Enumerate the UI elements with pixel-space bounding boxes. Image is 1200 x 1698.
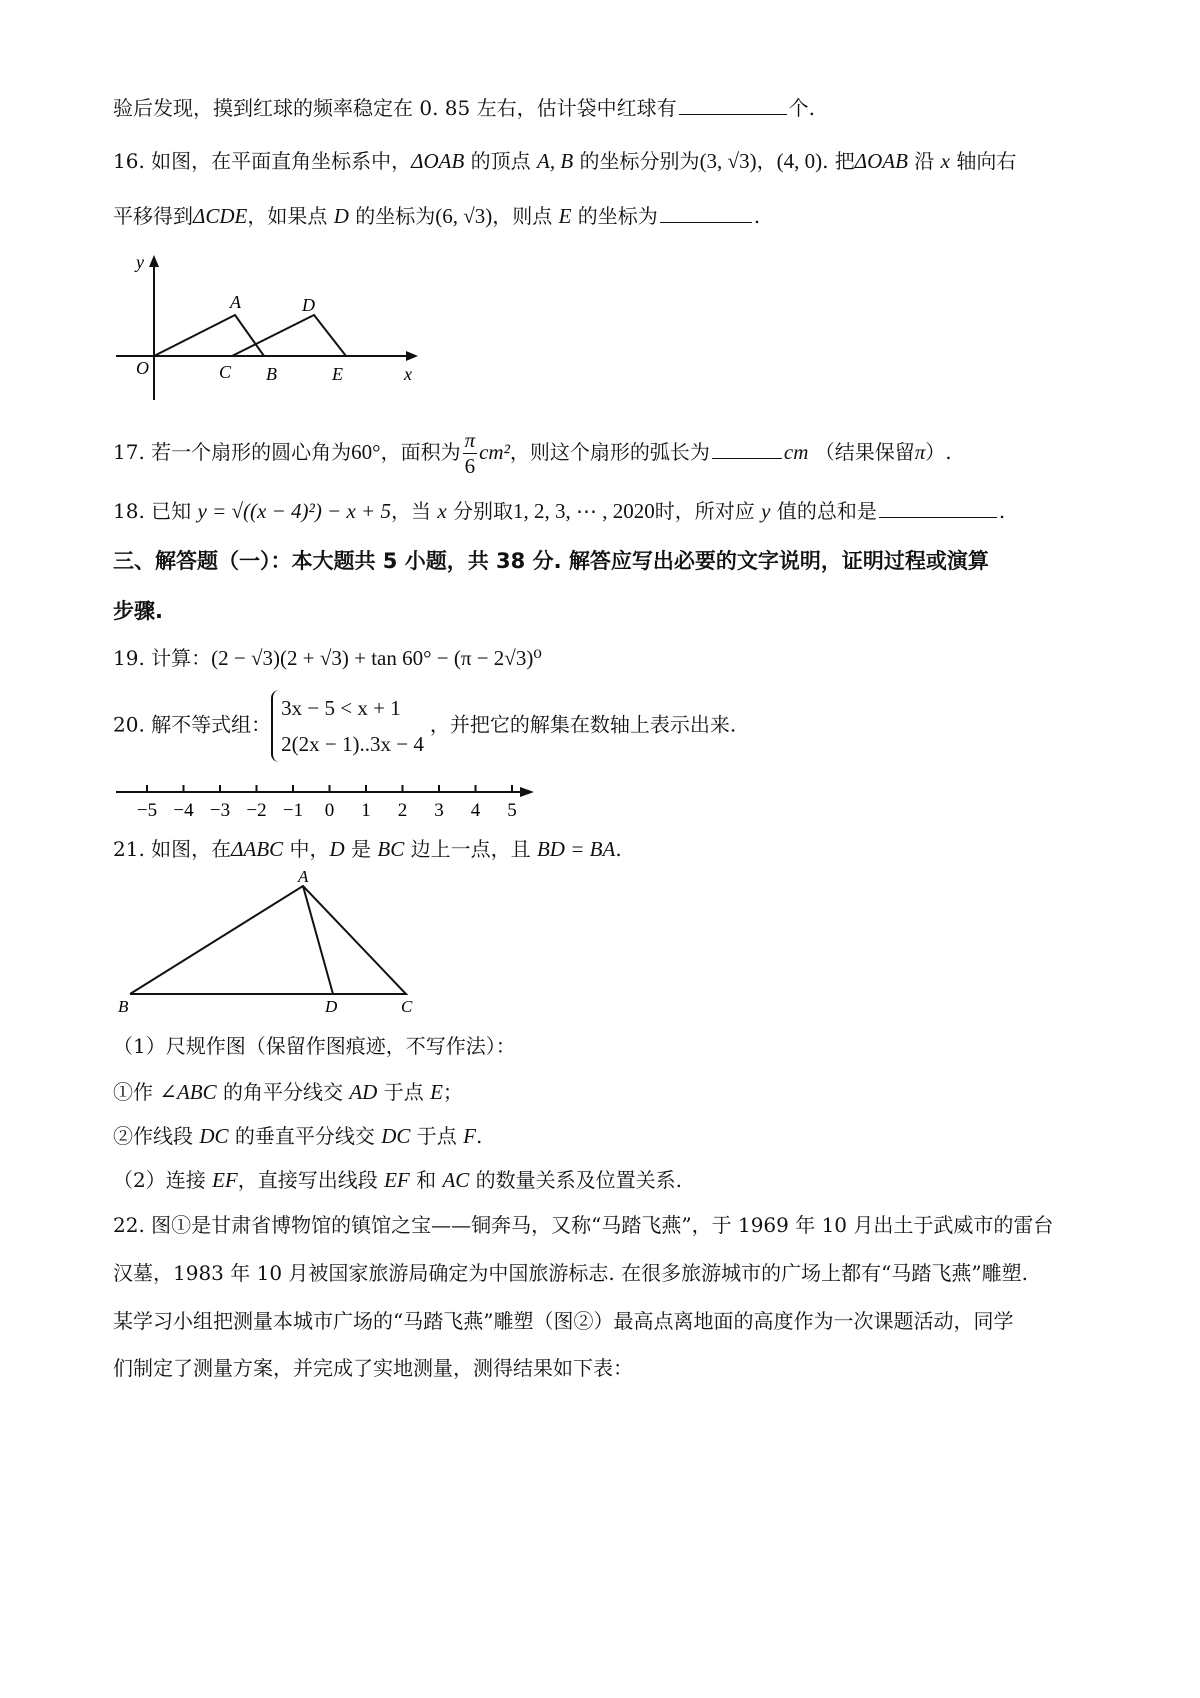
q21-text: 的数量关系及位置关系. bbox=[469, 1168, 683, 1192]
q16-text: 的顶点 bbox=[464, 149, 538, 173]
q17-text: ）. bbox=[925, 440, 952, 464]
q16-text: 16. 如图，在平面直角坐标系中， bbox=[113, 149, 412, 173]
q21-text: . bbox=[476, 1124, 483, 1148]
q21-segment-dc: DC bbox=[381, 1124, 411, 1148]
answer-blank bbox=[679, 113, 787, 115]
q16-line-2 bbox=[113, 200, 760, 229]
q18-var-y: y bbox=[761, 499, 771, 523]
q16-point-d: D bbox=[333, 204, 349, 228]
q21-text: 的角平分线交 bbox=[216, 1080, 350, 1104]
q18-text: 分别取 bbox=[446, 499, 514, 523]
q20-text: ，并把它的解集在数轴上表示出来. bbox=[429, 712, 737, 737]
q20-line bbox=[113, 690, 736, 762]
q17-line bbox=[113, 430, 952, 477]
q17-text: 17. 若一个扇形的圆心角为 bbox=[113, 440, 352, 464]
q21-text: ①作 bbox=[113, 1080, 160, 1104]
q16-text: ， bbox=[756, 149, 777, 173]
q16-triangle-cde: ΔCDE bbox=[193, 204, 248, 228]
inequality-2: 2(2x − 1)..3x − 4 bbox=[281, 732, 424, 756]
q18-var-x: x bbox=[437, 499, 447, 523]
q21-text: 的垂直平分线交 bbox=[228, 1124, 382, 1148]
q15-tail-line bbox=[113, 92, 815, 121]
q16-text: 的坐标分别为 bbox=[573, 149, 700, 173]
q21-equation: BD = BA bbox=[536, 837, 616, 861]
fraction-denominator: 6 bbox=[464, 454, 476, 478]
q17-text: （结果保留 bbox=[814, 440, 915, 464]
q16-points-ab: A, B bbox=[537, 149, 574, 173]
q21-text: 于点 bbox=[410, 1124, 464, 1148]
label-c: C bbox=[401, 997, 413, 1016]
q18-text: 值的总和是 bbox=[770, 499, 877, 523]
q22-line-1: 22. 图①是甘肃省博物馆的镇馆之宝——铜奔马，又称“马踏飞燕”，于 1969 年 10 月出土于武威市的雷台 bbox=[113, 1213, 1054, 1237]
q19-expression: (2 − √3)(2 + √3) + tan 60° − (π − 2√3)⁰ bbox=[211, 646, 542, 670]
number-line-tick-label: 5 bbox=[507, 800, 517, 821]
q18-text: 18. 已知 bbox=[113, 499, 198, 523]
q22-line-4: 们制定了测量方案，并完成了实地测量，测得结果如下表： bbox=[113, 1356, 633, 1380]
label-c: C bbox=[219, 362, 232, 382]
number-line-tick-label: 4 bbox=[470, 800, 481, 821]
q16-line-1 bbox=[113, 145, 1016, 174]
label-o: O bbox=[136, 358, 149, 378]
inequality-1: 3x − 5 < x + 1 bbox=[281, 696, 401, 720]
q21-triangle-figure bbox=[112, 868, 432, 1018]
number-line-tick-label: −3 bbox=[209, 800, 231, 821]
q21-text: 是 bbox=[344, 837, 378, 861]
q20-label: 20. 解不等式组： bbox=[113, 712, 272, 737]
q21-text: ②作线段 bbox=[113, 1124, 200, 1148]
q16-text: 轴向右 bbox=[950, 149, 1017, 173]
number-line bbox=[114, 780, 544, 822]
q18-values: 1, 2, 3, ⋯ , 2020 bbox=[513, 499, 655, 523]
section-3-heading-cont: 步骤. bbox=[113, 599, 163, 623]
q16-text: 平移得到 bbox=[113, 204, 193, 228]
q21-segment-ef: EF bbox=[384, 1168, 410, 1192]
x-label: x bbox=[404, 364, 412, 384]
q16-triangle-oab: ΔOAB bbox=[411, 149, 465, 173]
q16-text: ，如果点 bbox=[247, 204, 334, 228]
q21-point-f: F bbox=[463, 1124, 476, 1148]
label-d: D bbox=[302, 295, 315, 315]
label-b: B bbox=[266, 364, 277, 384]
q16-text: ，则点 bbox=[492, 204, 559, 228]
q21-part2 bbox=[113, 1164, 682, 1193]
q17-text: ，则这个扇形的弧长为 bbox=[509, 440, 710, 464]
q22-line-3: 某学习小组把测量本城市广场的“马踏飞燕”雕塑（图②）最高点离地面的高度作为一次课题活动，同学 bbox=[113, 1309, 1014, 1333]
number-line-tick-label: 3 bbox=[434, 800, 444, 821]
q16-point-e: E bbox=[558, 204, 572, 228]
q21-point-d: D bbox=[329, 837, 345, 861]
q17-pi: π bbox=[914, 440, 926, 464]
q16-axis-x: x bbox=[940, 149, 950, 173]
q17-area-unit: cm² bbox=[479, 440, 510, 464]
section-3-heading: 三、解答题（一）：本大题共 5 小题，共 38 分. 解答应写出必要的文字说明，证明过程或演算 bbox=[113, 549, 989, 573]
triangle-oab bbox=[154, 315, 264, 356]
q16-text: 的坐标为 bbox=[348, 204, 436, 228]
q19-line bbox=[113, 642, 542, 671]
q15-suffix: 个. bbox=[788, 96, 815, 120]
q18-text: ，当 bbox=[390, 499, 438, 523]
q21-text: 边上一点，且 bbox=[404, 837, 537, 861]
q21-segment-ef: EF bbox=[212, 1168, 238, 1192]
y-label: y bbox=[136, 252, 144, 272]
q16-text: . 把 bbox=[822, 149, 855, 173]
y-axis-arrow bbox=[149, 255, 159, 267]
answer-blank bbox=[712, 457, 782, 459]
fraction-numerator: π bbox=[464, 428, 476, 452]
q21-text: 21. 如图，在 bbox=[113, 837, 232, 861]
q21-text: 中， bbox=[283, 837, 330, 861]
q21-triangle: ΔABC bbox=[231, 837, 284, 861]
q21-text: ； bbox=[442, 1080, 463, 1104]
label-a: A bbox=[230, 292, 241, 312]
q18-text: 时，所对应 bbox=[654, 499, 762, 523]
q17-unit: cm bbox=[783, 440, 809, 464]
q21-part1: （1）尺规作图（保留作图痕迹，不写作法）： bbox=[113, 1034, 516, 1058]
q15-tail-text: 验后发现，摸到红球的频率稳定在 0. 85 左右，估计袋中红球有 bbox=[113, 96, 677, 120]
q16-coord-d: (6, √3) bbox=[435, 204, 493, 228]
q21-text: 和 bbox=[409, 1168, 443, 1192]
label-b: B bbox=[118, 997, 129, 1016]
q21-segment-dc: DC bbox=[199, 1124, 229, 1148]
q17-fraction bbox=[463, 430, 478, 477]
label-a: A bbox=[298, 868, 309, 886]
q21-text: . bbox=[615, 837, 622, 861]
q21-step1 bbox=[113, 1076, 463, 1105]
q22-line-2: 汉墓，1983 年 10 月被国家旅游局确定为中国旅游标志. 在很多旅游城市的广场上都有“马踏飞燕”雕塑. bbox=[113, 1261, 1028, 1285]
number-line-tick-label: 0 bbox=[324, 800, 335, 821]
q16-triangle-oab: ΔOAB bbox=[854, 149, 908, 173]
q16-coord-b: (4, 0) bbox=[776, 149, 823, 173]
q17-text: ，面积为 bbox=[380, 440, 461, 464]
q16-coord-a: (3, √3) bbox=[699, 149, 757, 173]
number-line-tick-label: −5 bbox=[136, 800, 158, 821]
number-line-tick-label: 1 bbox=[361, 800, 371, 821]
q18-line bbox=[113, 495, 1005, 524]
q21-text: （2）连接 bbox=[113, 1168, 213, 1192]
answer-blank bbox=[660, 221, 752, 223]
q21-point-e: E bbox=[430, 1080, 443, 1104]
q16-text: 沿 bbox=[907, 149, 941, 173]
q21-segment-bc: BC bbox=[377, 837, 405, 861]
number-line-tick-label: −1 bbox=[282, 800, 304, 821]
q21-angle-abc: ∠ABC bbox=[159, 1080, 217, 1104]
label-d: D bbox=[325, 997, 338, 1016]
q16-text: . bbox=[753, 204, 761, 228]
number-line-tick-label: 2 bbox=[397, 800, 408, 821]
q21-line bbox=[113, 833, 622, 862]
inequality-system bbox=[271, 690, 424, 762]
q18-formula: y = √((x − 4)²) − x + 5 bbox=[197, 499, 391, 523]
q18-text: . bbox=[998, 499, 1006, 523]
q21-text: ，直接写出线段 bbox=[237, 1168, 385, 1192]
q21-segment-ac: AC bbox=[442, 1168, 470, 1192]
q16-coordinate-figure bbox=[112, 250, 432, 410]
q19-label: 19. 计算： bbox=[113, 646, 212, 670]
number-line-tick-label: −2 bbox=[246, 800, 267, 821]
q16-text: 的坐标为 bbox=[571, 204, 658, 228]
q17-angle: 60° bbox=[351, 440, 381, 464]
label-e: E bbox=[332, 364, 343, 384]
answer-blank bbox=[879, 516, 997, 518]
number-line-arrow bbox=[520, 787, 534, 797]
x-axis-arrow bbox=[406, 351, 418, 361]
triangle-abc bbox=[130, 886, 406, 994]
q21-text: 于点 bbox=[377, 1080, 431, 1104]
number-line-tick-label: −4 bbox=[173, 800, 194, 821]
q21-segment-ad: AD bbox=[349, 1080, 378, 1104]
q21-step2 bbox=[113, 1120, 482, 1149]
